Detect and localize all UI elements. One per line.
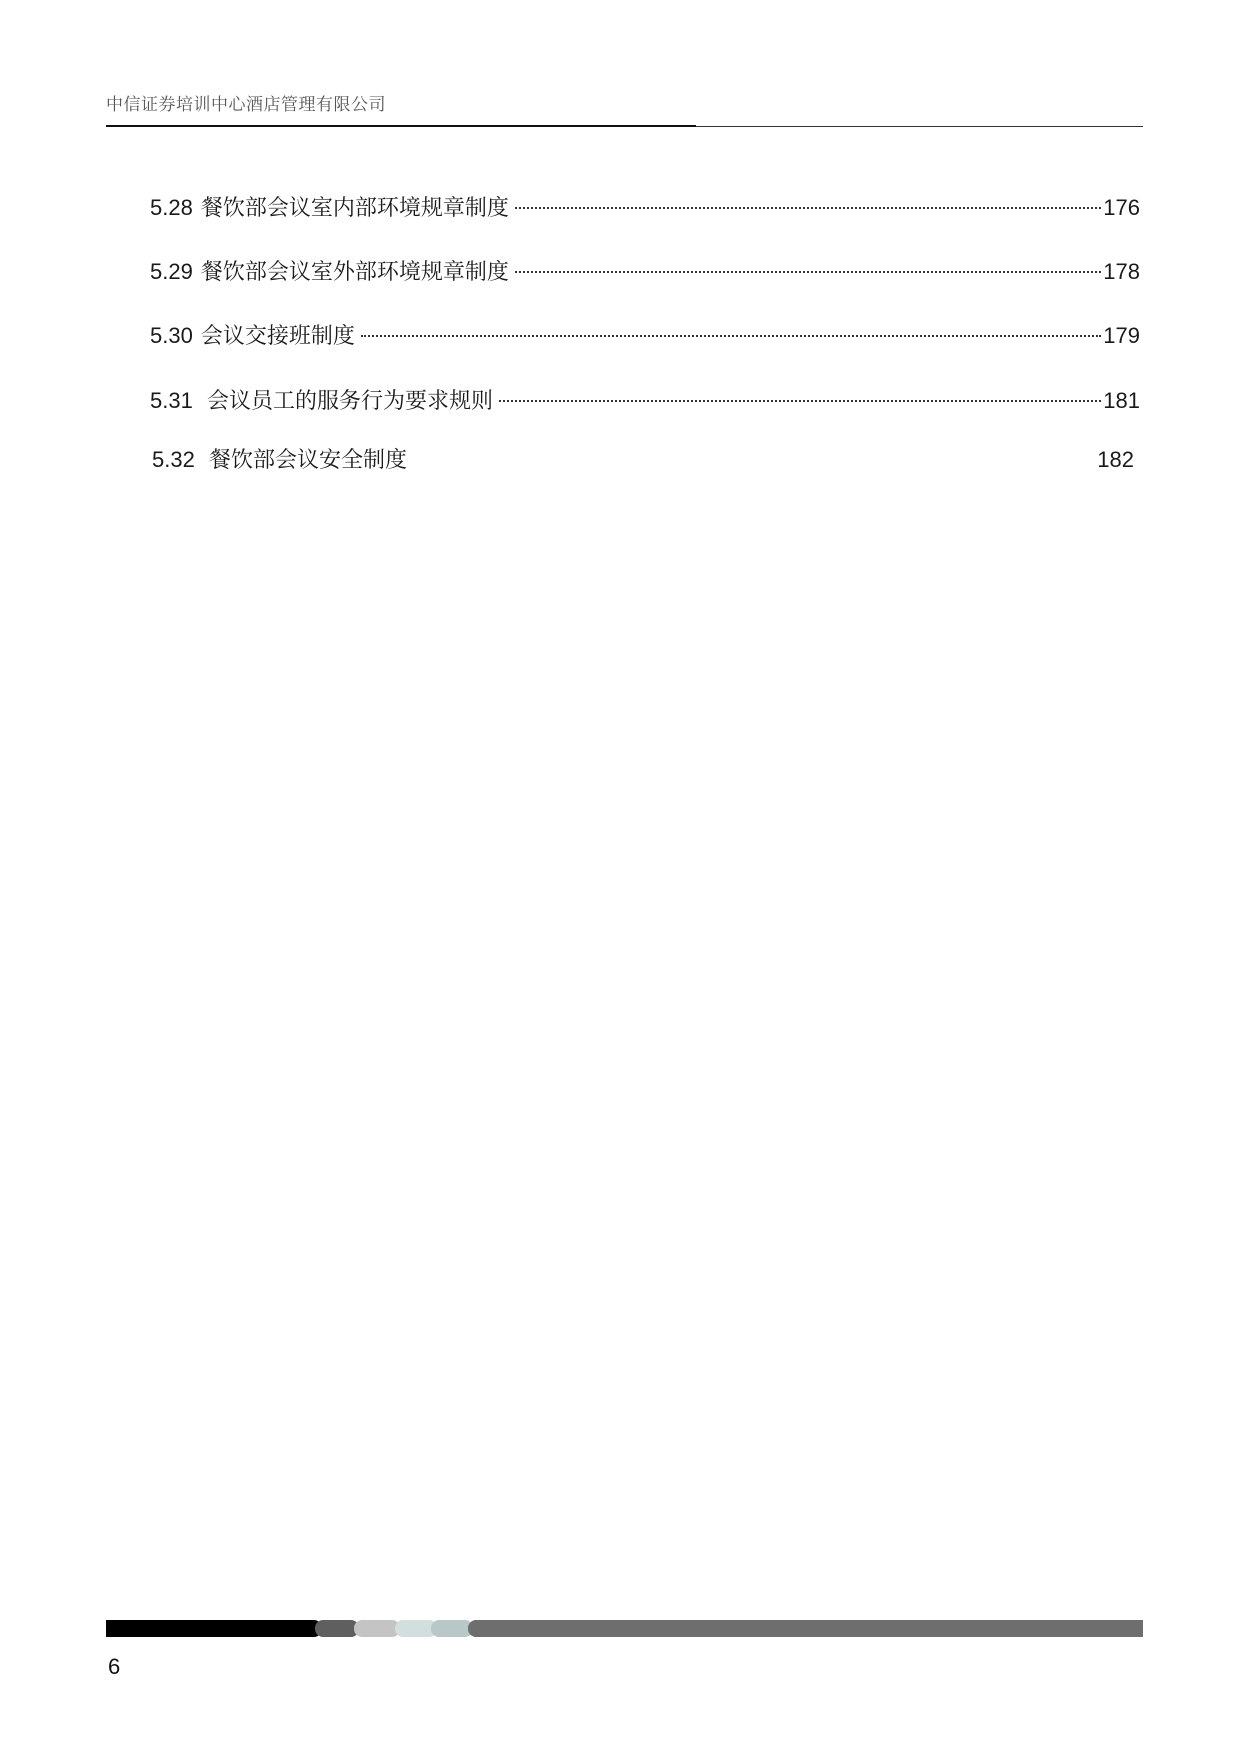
toc-dot-leader bbox=[515, 271, 1101, 273]
toc-entry-title: 餐饮部会议安全制度 bbox=[202, 447, 407, 472]
toc-entry-page: 181 bbox=[1103, 388, 1140, 413]
toc-dot-leader bbox=[499, 400, 1101, 402]
footer-bar-segment-light-gray bbox=[354, 1620, 400, 1637]
toc-dot-leader bbox=[515, 207, 1101, 209]
toc-entry-number: 5.28 bbox=[150, 195, 193, 220]
toc-entry-title: 会议员工的服务行为要求规则 bbox=[200, 388, 493, 413]
footer-bar-segment-gray-teal bbox=[431, 1620, 473, 1637]
toc-entry-page: 179 bbox=[1103, 323, 1140, 348]
toc-entry[interactable] bbox=[150, 318, 1140, 354]
toc-entry[interactable] bbox=[150, 383, 1140, 419]
toc-entry[interactable] bbox=[152, 442, 1134, 478]
toc-entry-page: 176 bbox=[1103, 195, 1140, 220]
toc-entry-number: 5.32 bbox=[152, 447, 195, 472]
toc-entry-title: 餐饮部会议室内部环境规章制度 bbox=[200, 195, 509, 220]
header-rule-thick bbox=[106, 125, 696, 127]
running-header: 中信证券培训中心酒店管理有限公司 bbox=[106, 95, 386, 115]
footer-bar-segment-dark-gray bbox=[468, 1620, 1143, 1637]
page-number: 6 bbox=[108, 1654, 121, 1679]
toc-entry-title: 餐饮部会议室外部环境规章制度 bbox=[200, 259, 509, 284]
toc-entry-page: 178 bbox=[1103, 259, 1140, 284]
toc-dot-leader bbox=[361, 335, 1101, 337]
toc-entry-page: 182 bbox=[1097, 447, 1134, 472]
toc-entry[interactable] bbox=[150, 190, 1140, 226]
footer-decorative-bar bbox=[106, 1620, 1143, 1637]
footer-bar-segment-gray bbox=[315, 1620, 359, 1637]
footer-bar-segment-black bbox=[106, 1620, 322, 1637]
toc-entry-number: 5.31 bbox=[150, 388, 193, 413]
header-rule-thin bbox=[696, 126, 1143, 127]
toc-entry-number: 5.30 bbox=[150, 323, 193, 348]
toc-entry-title: 会议交接班制度 bbox=[200, 323, 355, 348]
toc-entry-number: 5.29 bbox=[150, 259, 193, 284]
toc-entry[interactable] bbox=[150, 254, 1140, 290]
